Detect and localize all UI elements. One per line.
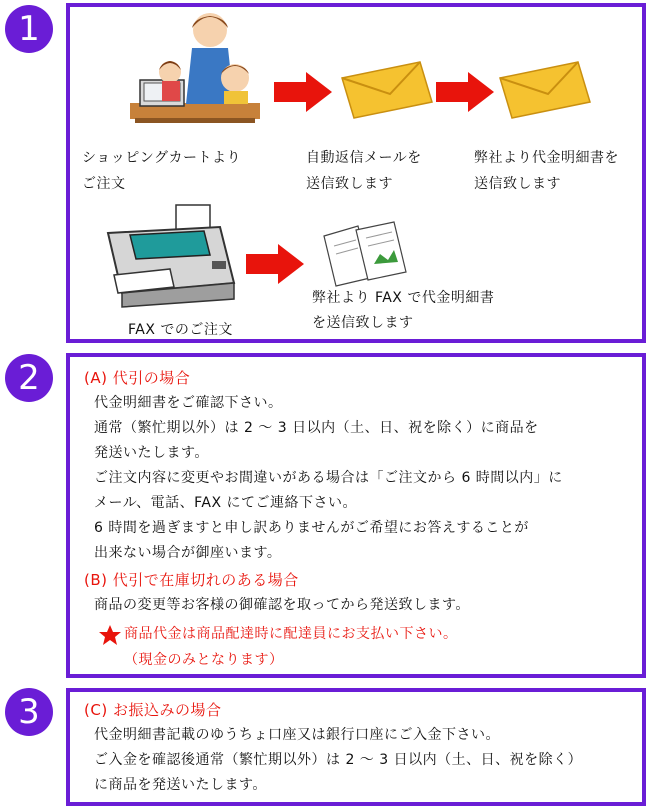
bank-transfer-line: に商品を発送いたします。 xyxy=(94,777,267,793)
cod-line: 代金明細書をご確認下さい。 xyxy=(94,395,283,411)
fax-invoice-label-line1: 弊社より FAX で代金明細書 xyxy=(312,290,495,306)
step-2-number: 2 xyxy=(5,354,53,402)
bank-transfer-line: 代金明細書記載のゆうちょ口座又は銀行口座にご入金下さい。 xyxy=(94,727,500,743)
bank-transfer-heading: (C) お振込みの場合 xyxy=(84,701,222,719)
family-computer-illustration xyxy=(130,8,270,128)
star-icon xyxy=(98,624,122,646)
payment-notice-line2: （現金のみとなります） xyxy=(124,652,284,668)
cod-out-of-stock-line: 商品の変更等お客様の御確認を取ってから発送致します。 xyxy=(94,597,470,613)
step-1-number: 1 xyxy=(5,5,53,53)
invoice-mail-label-line2: 送信致します xyxy=(474,176,561,192)
auto-reply-label-line2: 送信致します xyxy=(306,176,393,192)
envelope-icon xyxy=(338,60,434,120)
payment-notice-line1: 商品代金は商品配達時に配達員にお支払い下さい。 xyxy=(124,626,458,642)
invoice-mail-label-line1: 弊社より代金明細書を xyxy=(474,150,619,166)
auto-reply-label-line1: 自動返信メールを xyxy=(306,150,422,166)
cod-out-of-stock-heading: (B) 代引で在庫切れのある場合 xyxy=(84,571,299,589)
fax-invoice-label-line2: を送信致します xyxy=(312,315,414,331)
cod-heading: (A) 代引の場合 xyxy=(84,369,191,387)
shopping-cart-label-line1: ショッピングカートより xyxy=(82,150,241,166)
step-3-number: 3 xyxy=(5,688,53,736)
cod-line: 出来ない場合が御座います。 xyxy=(94,545,282,561)
arrow-right-icon xyxy=(436,72,496,112)
envelope-icon xyxy=(496,60,592,120)
cod-line: 通常（繁忙期以外）は 2 ～ 3 日以内（土、日、祝を除く）に商品を xyxy=(94,420,539,436)
fax-document-icon xyxy=(318,220,408,288)
cod-line: ご注文内容に変更やお間違いがある場合は「ご注文から 6 時間以内」に xyxy=(94,470,563,486)
fax-order-label: FAX でのご注文 xyxy=(128,322,233,338)
arrow-right-icon xyxy=(274,72,334,112)
cod-line: 発送いたします。 xyxy=(94,445,209,461)
arrow-right-icon xyxy=(246,244,306,284)
cod-line: 6 時間を過ぎますと申し訳ありませんがご希望にお答えすることが xyxy=(94,520,529,536)
bank-transfer-line: ご入金を確認後通常（繁忙期以外）は 2 ～ 3 日以内（土、日、祝を除く） xyxy=(94,752,583,768)
shopping-cart-label-line2: ご注文 xyxy=(82,176,126,192)
fax-machine-illustration xyxy=(100,203,240,309)
cod-line: メール、電話、FAX にてご連絡下さい。 xyxy=(94,495,357,511)
